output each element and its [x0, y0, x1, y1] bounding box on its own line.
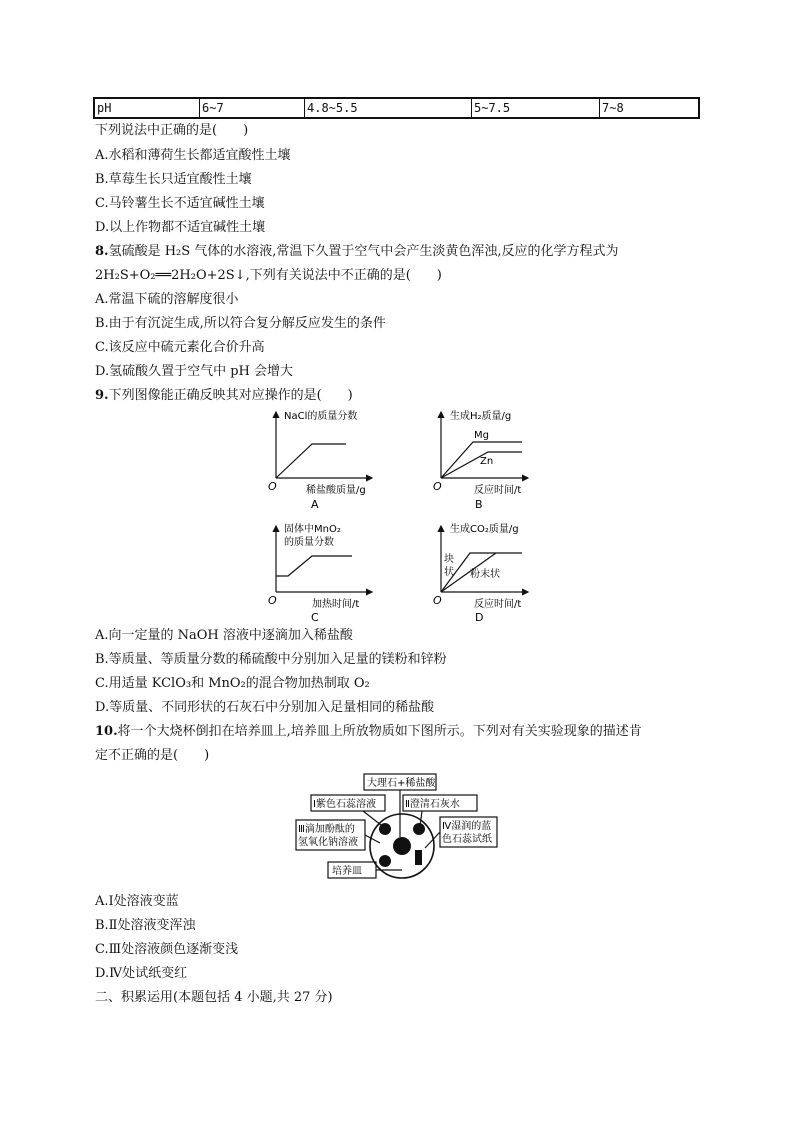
q7-option-c: C.马铃薯生长不适宜碱性土壤 — [95, 196, 265, 211]
graph-b-ylabel: 生成H₂质量/g — [450, 411, 512, 422]
graph-c-origin: O — [268, 594, 277, 607]
section-heading: 二、积累运用(本题包括 4 小题,共 27 分) — [95, 990, 333, 1005]
graph-a-origin: O — [268, 480, 277, 493]
q9-option-b: B.等质量、等质量分数的稀硫酸中分别加入足量的镁粉和锌粉 — [95, 652, 447, 667]
label-bottom: 培养皿 — [332, 866, 362, 877]
q9-option-a: A.向一定量的 NaOH 溶液中逐滴加入稀盐酸 — [95, 628, 353, 643]
graph-c-ylabel-1: 固体中MnO₂ — [284, 524, 341, 535]
q8-option-a: A.常温下硫的溶解度很小 — [95, 292, 239, 307]
label-r1: Ⅱ澄清石灰水 — [405, 799, 460, 810]
graph-b-xlabel: 反应时间/t — [474, 485, 522, 496]
q10-option-d: D.Ⅳ处试纸变红 — [95, 966, 188, 981]
q9-option-c: C.用适量 KClO₃和 MnO₂的混合物加热制取 O₂ — [95, 676, 370, 691]
label-r2a: Ⅳ湿润的蓝 — [442, 821, 492, 832]
graph-d-letter: D — [475, 611, 484, 624]
q8-option-b: B.由于有沉淀生成,所以符合复分解反应发生的条件 — [95, 316, 386, 331]
q7-option-d: D.以上作物都不适宜碱性土壤 — [95, 220, 266, 235]
q8-number: 8. — [95, 244, 109, 259]
graph-c-letter: C — [311, 611, 319, 624]
label-l2a: Ⅲ滴加酚酞的 — [298, 824, 355, 835]
label-r2b: 色石蕊试纸 — [442, 834, 492, 845]
q10-number: 10. — [95, 724, 118, 739]
q7-stem: 下列说法中正确的是( ) — [95, 123, 249, 138]
table-cell: 6~7 — [200, 98, 305, 118]
q8-option-c: C.该反应中硫元素化合价升高 — [95, 340, 265, 355]
q8-option-d: D.氢硫酸久置于空气中 pH 会增大 — [95, 364, 294, 379]
litmus-paper-strip — [415, 850, 422, 865]
table-cell: pH — [94, 98, 200, 118]
connector-l2 — [365, 835, 380, 843]
q7-option-b: B.草莓生长只适宜酸性土壤 — [95, 172, 252, 187]
graph-a-xlabel: 稀盐酸质量/g — [306, 485, 366, 496]
q9-number: 9. — [95, 388, 109, 403]
q10-option-c: C.Ⅲ处溶液颜色逐渐变浅 — [95, 942, 239, 957]
q7-option-a: A.水稻和薄荷生长都适宜酸性土壤 — [95, 148, 291, 163]
label-top: 大理石+稀盐酸 — [367, 778, 436, 789]
graph-a-letter: A — [311, 498, 319, 511]
q10-option-a: A.Ⅰ处溶液变蓝 — [95, 894, 179, 909]
q10-stem-line2: 定不正确的是( ) — [95, 748, 210, 763]
q8-stem-text: 氢硫酸是 H₂S 气体的水溶液,常温下久置于空气中会产生淡黄色浑浊,反应的化学方程式为 — [108, 244, 619, 259]
table-cell: 5~7.5 — [472, 98, 600, 118]
graph-a-ylabel: NaCl的质量分数 — [284, 411, 358, 422]
q10-stem-text: 将一个大烧杯倒扣在培养皿上,培养皿上所放物质如下图所示。下列对有关实验现象的描述肯 — [117, 724, 642, 739]
marble-acid-dot — [393, 837, 411, 855]
graph-d-block-label-1: 块 — [444, 554, 454, 565]
label-l1: Ⅰ紫色石蕊溶液 — [313, 799, 376, 810]
label-l2b: 氢氧化钠溶液 — [298, 837, 358, 848]
table-cell: 7~8 — [600, 98, 700, 118]
phenolphthalein-naoh-dot — [379, 855, 391, 867]
q10-option-b: B.Ⅱ处溶液变浑浊 — [95, 918, 196, 933]
graph-d-powder-label: 粉末状 — [470, 569, 500, 580]
q9-stem-text: 下列图像能正确反映其对应操作的是( ) — [108, 388, 353, 403]
litmus-solution-dot — [379, 823, 391, 835]
connector-l1 — [363, 811, 381, 825]
graph-d-origin: O — [433, 594, 442, 607]
graph-d-xlabel: 反应时间/t — [474, 599, 522, 610]
graph-c-ylabel-2: 的质量分数 — [284, 537, 334, 548]
graph-b-mg-label: Mg — [474, 430, 489, 441]
table-cell: 4.8~5.5 — [305, 98, 472, 118]
q9-option-d: D.等质量、不同形状的石灰石中分别加入足量相同的稀盐酸 — [95, 700, 435, 715]
graph-d-ylabel: 生成CO₂质量/g — [450, 524, 519, 535]
graph-d-block-label-2: 状 — [444, 567, 454, 578]
graph-b-origin: O — [433, 480, 442, 493]
graph-c-xlabel: 加热时间/t — [312, 599, 360, 610]
graph-b-letter: B — [475, 498, 483, 511]
q8-stem-line2: 2H₂S+O₂══2H₂O+2S↓,下列有关说法中不正确的是( ) — [95, 268, 442, 283]
graph-b-zn-label: Zn — [480, 456, 494, 467]
limewater-dot — [413, 823, 425, 835]
